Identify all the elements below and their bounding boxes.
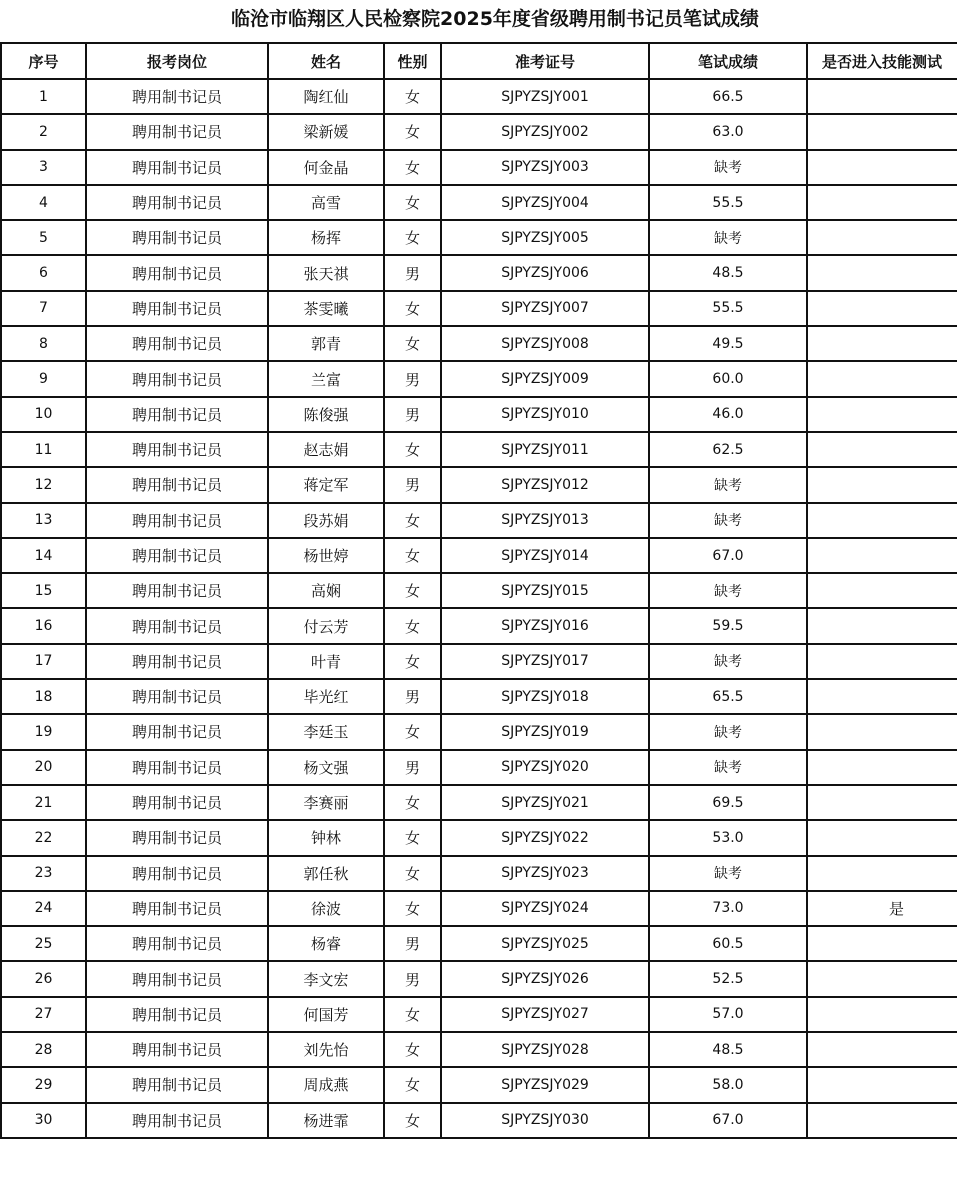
row-score: 67.0	[649, 1103, 807, 1138]
row-skill-test	[807, 150, 957, 185]
row-score: 60.0	[649, 361, 807, 396]
row-name: 兰富	[268, 361, 384, 396]
row-index: 15	[1, 573, 86, 608]
row-position: 聘用制书记员	[86, 467, 268, 502]
table-row	[1, 608, 957, 643]
table-row	[1, 538, 957, 573]
row-ticket-number: SJPYZSJY002	[441, 114, 649, 149]
table-row	[1, 467, 957, 502]
table-row	[1, 644, 957, 679]
row-index: 10	[1, 397, 86, 432]
row-ticket-number: SJPYZSJY004	[441, 185, 649, 220]
row-skill-test	[807, 926, 957, 961]
table-row	[1, 714, 957, 749]
table-row	[1, 432, 957, 467]
row-gender: 女	[384, 79, 441, 114]
row-gender: 男	[384, 255, 441, 290]
row-name: 李文宏	[268, 961, 384, 996]
row-name: 赵志娟	[268, 432, 384, 467]
row-index: 25	[1, 926, 86, 961]
header-ticket-number: 准考证号	[441, 43, 649, 79]
row-score: 67.0	[649, 538, 807, 573]
row-index: 20	[1, 750, 86, 785]
row-skill-test	[807, 79, 957, 114]
row-ticket-number: SJPYZSJY025	[441, 926, 649, 961]
row-score: 66.5	[649, 79, 807, 114]
row-name: 段苏娟	[268, 503, 384, 538]
row-score: 48.5	[649, 1032, 807, 1067]
row-gender: 女	[384, 1032, 441, 1067]
row-score: 62.5	[649, 432, 807, 467]
row-name: 杨挥	[268, 220, 384, 255]
row-score: 60.5	[649, 926, 807, 961]
row-index: 18	[1, 679, 86, 714]
row-skill-test	[807, 820, 957, 855]
scores-table	[0, 42, 957, 1139]
row-gender: 女	[384, 785, 441, 820]
table-row	[1, 573, 957, 608]
row-skill-test	[807, 608, 957, 643]
row-ticket-number: SJPYZSJY007	[441, 291, 649, 326]
table-row	[1, 820, 957, 855]
row-skill-test	[807, 785, 957, 820]
table-row	[1, 326, 957, 361]
row-gender: 女	[384, 114, 441, 149]
row-score: 52.5	[649, 961, 807, 996]
row-ticket-number: SJPYZSJY015	[441, 573, 649, 608]
row-position: 聘用制书记员	[86, 714, 268, 749]
row-ticket-number: SJPYZSJY003	[441, 150, 649, 185]
row-name: 张天祺	[268, 255, 384, 290]
row-score: 59.5	[649, 608, 807, 643]
row-index: 1	[1, 79, 86, 114]
row-score: 53.0	[649, 820, 807, 855]
row-ticket-number: SJPYZSJY011	[441, 432, 649, 467]
row-index: 9	[1, 361, 86, 396]
row-name: 杨世婷	[268, 538, 384, 573]
header-position: 报考岗位	[86, 43, 268, 79]
row-skill-test	[807, 1067, 957, 1102]
row-score: 缺考	[649, 644, 807, 679]
row-name: 陈俊强	[268, 397, 384, 432]
table-row	[1, 397, 957, 432]
row-index: 2	[1, 114, 86, 149]
row-position: 聘用制书记员	[86, 538, 268, 573]
row-gender: 男	[384, 926, 441, 961]
row-gender: 女	[384, 1103, 441, 1138]
row-ticket-number: SJPYZSJY014	[441, 538, 649, 573]
row-skill-test	[807, 538, 957, 573]
row-index: 27	[1, 997, 86, 1032]
table-row	[1, 891, 957, 926]
row-skill-test	[807, 432, 957, 467]
row-gender: 男	[384, 679, 441, 714]
row-index: 23	[1, 856, 86, 891]
row-ticket-number: SJPYZSJY028	[441, 1032, 649, 1067]
row-ticket-number: SJPYZSJY005	[441, 220, 649, 255]
row-name: 高雪	[268, 185, 384, 220]
row-index: 30	[1, 1103, 86, 1138]
row-ticket-number: SJPYZSJY019	[441, 714, 649, 749]
row-index: 3	[1, 150, 86, 185]
row-score: 57.0	[649, 997, 807, 1032]
row-position: 聘用制书记员	[86, 1067, 268, 1102]
row-score: 缺考	[649, 220, 807, 255]
row-position: 聘用制书记员	[86, 961, 268, 996]
row-ticket-number: SJPYZSJY010	[441, 397, 649, 432]
table-row	[1, 785, 957, 820]
row-index: 24	[1, 891, 86, 926]
row-ticket-number: SJPYZSJY017	[441, 644, 649, 679]
row-index: 17	[1, 644, 86, 679]
row-position: 聘用制书记员	[86, 1032, 268, 1067]
row-ticket-number: SJPYZSJY023	[441, 856, 649, 891]
row-ticket-number: SJPYZSJY012	[441, 467, 649, 502]
table-row	[1, 1032, 957, 1067]
row-name: 周成燕	[268, 1067, 384, 1102]
row-position: 聘用制书记员	[86, 644, 268, 679]
row-position: 聘用制书记员	[86, 255, 268, 290]
table-row	[1, 997, 957, 1032]
row-gender: 女	[384, 220, 441, 255]
row-index: 7	[1, 291, 86, 326]
row-score: 缺考	[649, 150, 807, 185]
row-score: 46.0	[649, 397, 807, 432]
row-ticket-number: SJPYZSJY008	[441, 326, 649, 361]
row-score: 55.5	[649, 185, 807, 220]
header-gender: 性别	[384, 43, 441, 79]
header-score: 笔试成绩	[649, 43, 807, 79]
row-position: 聘用制书记员	[86, 750, 268, 785]
table-row	[1, 255, 957, 290]
table-row	[1, 361, 957, 396]
row-position: 聘用制书记员	[86, 820, 268, 855]
row-gender: 男	[384, 750, 441, 785]
row-index: 4	[1, 185, 86, 220]
row-gender: 女	[384, 503, 441, 538]
row-score: 缺考	[649, 573, 807, 608]
table-row	[1, 679, 957, 714]
row-skill-test	[807, 856, 957, 891]
row-position: 聘用制书记员	[86, 997, 268, 1032]
row-name: 何金晶	[268, 150, 384, 185]
table-row	[1, 220, 957, 255]
table-row	[1, 961, 957, 996]
header-row	[1, 43, 957, 79]
table-row	[1, 185, 957, 220]
row-skill-test	[807, 503, 957, 538]
row-index: 13	[1, 503, 86, 538]
row-skill-test	[807, 326, 957, 361]
row-index: 8	[1, 326, 86, 361]
row-name: 杨进霏	[268, 1103, 384, 1138]
row-name: 蒋定军	[268, 467, 384, 502]
row-position: 聘用制书记员	[86, 326, 268, 361]
row-position: 聘用制书记员	[86, 185, 268, 220]
row-gender: 女	[384, 573, 441, 608]
row-index: 12	[1, 467, 86, 502]
header-index: 序号	[1, 43, 86, 79]
row-index: 6	[1, 255, 86, 290]
row-name: 毕光红	[268, 679, 384, 714]
row-position: 聘用制书记员	[86, 291, 268, 326]
row-gender: 女	[384, 185, 441, 220]
row-gender: 女	[384, 432, 441, 467]
row-index: 14	[1, 538, 86, 573]
row-score: 48.5	[649, 255, 807, 290]
row-skill-test	[807, 573, 957, 608]
row-ticket-number: SJPYZSJY001	[441, 79, 649, 114]
row-name: 叶青	[268, 644, 384, 679]
header-name: 姓名	[268, 43, 384, 79]
row-name: 高娴	[268, 573, 384, 608]
row-position: 聘用制书记员	[86, 679, 268, 714]
row-gender: 男	[384, 397, 441, 432]
table-row	[1, 114, 957, 149]
row-position: 聘用制书记员	[86, 856, 268, 891]
row-gender: 女	[384, 538, 441, 573]
row-name: 付云芳	[268, 608, 384, 643]
row-name: 茶雯曦	[268, 291, 384, 326]
row-index: 11	[1, 432, 86, 467]
row-gender: 女	[384, 326, 441, 361]
row-ticket-number: SJPYZSJY009	[441, 361, 649, 396]
row-gender: 女	[384, 997, 441, 1032]
row-index: 16	[1, 608, 86, 643]
row-skill-test	[807, 679, 957, 714]
row-skill-test	[807, 114, 957, 149]
row-gender: 女	[384, 891, 441, 926]
row-score: 缺考	[649, 714, 807, 749]
row-skill-test	[807, 997, 957, 1032]
row-position: 聘用制书记员	[86, 150, 268, 185]
row-skill-test	[807, 961, 957, 996]
document-title: 临沧市临翔区人民检察院2025年度省级聘用制书记员笔试成绩	[231, 8, 759, 30]
row-ticket-number: SJPYZSJY030	[441, 1103, 649, 1138]
row-score: 缺考	[649, 750, 807, 785]
row-score: 55.5	[649, 291, 807, 326]
row-ticket-number: SJPYZSJY018	[441, 679, 649, 714]
row-index: 21	[1, 785, 86, 820]
row-gender: 男	[384, 361, 441, 396]
header-skill-test: 是否进入技能测试	[807, 43, 957, 79]
row-position: 聘用制书记员	[86, 220, 268, 255]
row-gender: 女	[384, 150, 441, 185]
row-position: 聘用制书记员	[86, 1103, 268, 1138]
row-index: 29	[1, 1067, 86, 1102]
row-skill-test	[807, 714, 957, 749]
row-score: 缺考	[649, 503, 807, 538]
row-name: 梁新媛	[268, 114, 384, 149]
row-position: 聘用制书记员	[86, 361, 268, 396]
row-position: 聘用制书记员	[86, 503, 268, 538]
row-score: 63.0	[649, 114, 807, 149]
row-score: 65.5	[649, 679, 807, 714]
row-index: 22	[1, 820, 86, 855]
row-position: 聘用制书记员	[86, 432, 268, 467]
row-name: 何国芳	[268, 997, 384, 1032]
row-ticket-number: SJPYZSJY006	[441, 255, 649, 290]
table-row	[1, 291, 957, 326]
row-gender: 女	[384, 1067, 441, 1102]
row-score: 缺考	[649, 467, 807, 502]
row-index: 28	[1, 1032, 86, 1067]
row-name: 郭青	[268, 326, 384, 361]
row-index: 26	[1, 961, 86, 996]
table-row	[1, 926, 957, 961]
row-score: 58.0	[649, 1067, 807, 1102]
row-skill-test	[807, 220, 957, 255]
row-ticket-number: SJPYZSJY013	[441, 503, 649, 538]
row-gender: 女	[384, 608, 441, 643]
table-row	[1, 750, 957, 785]
row-gender: 女	[384, 291, 441, 326]
row-name: 郭任秋	[268, 856, 384, 891]
row-score: 49.5	[649, 326, 807, 361]
row-score: 缺考	[649, 856, 807, 891]
row-skill-test: 是	[807, 891, 957, 926]
row-score: 69.5	[649, 785, 807, 820]
row-gender: 男	[384, 467, 441, 502]
row-gender: 男	[384, 961, 441, 996]
row-skill-test	[807, 1032, 957, 1067]
row-gender: 女	[384, 820, 441, 855]
row-name: 李赛丽	[268, 785, 384, 820]
row-skill-test	[807, 185, 957, 220]
row-gender: 女	[384, 714, 441, 749]
row-name: 杨文强	[268, 750, 384, 785]
row-ticket-number: SJPYZSJY027	[441, 997, 649, 1032]
row-ticket-number: SJPYZSJY024	[441, 891, 649, 926]
row-skill-test	[807, 291, 957, 326]
table-row	[1, 1103, 957, 1138]
row-name: 刘先怡	[268, 1032, 384, 1067]
row-name: 钟林	[268, 820, 384, 855]
row-position: 聘用制书记员	[86, 79, 268, 114]
row-skill-test	[807, 361, 957, 396]
row-name: 杨睿	[268, 926, 384, 961]
row-position: 聘用制书记员	[86, 573, 268, 608]
table-row	[1, 856, 957, 891]
row-skill-test	[807, 750, 957, 785]
row-skill-test	[807, 397, 957, 432]
table-row	[1, 1067, 957, 1102]
table-row	[1, 503, 957, 538]
row-ticket-number: SJPYZSJY021	[441, 785, 649, 820]
row-score: 73.0	[649, 891, 807, 926]
row-position: 聘用制书记员	[86, 926, 268, 961]
row-position: 聘用制书记员	[86, 891, 268, 926]
row-skill-test	[807, 644, 957, 679]
row-index: 5	[1, 220, 86, 255]
row-gender: 女	[384, 856, 441, 891]
row-name: 陶红仙	[268, 79, 384, 114]
row-ticket-number: SJPYZSJY020	[441, 750, 649, 785]
table-row	[1, 79, 957, 114]
row-ticket-number: SJPYZSJY026	[441, 961, 649, 996]
row-ticket-number: SJPYZSJY016	[441, 608, 649, 643]
row-position: 聘用制书记员	[86, 608, 268, 643]
row-ticket-number: SJPYZSJY022	[441, 820, 649, 855]
row-skill-test	[807, 255, 957, 290]
row-index: 19	[1, 714, 86, 749]
row-gender: 女	[384, 644, 441, 679]
row-name: 徐波	[268, 891, 384, 926]
row-skill-test	[807, 1103, 957, 1138]
row-name: 李廷玉	[268, 714, 384, 749]
row-position: 聘用制书记员	[86, 397, 268, 432]
row-position: 聘用制书记员	[86, 785, 268, 820]
row-skill-test	[807, 467, 957, 502]
row-position: 聘用制书记员	[86, 114, 268, 149]
table-row	[1, 150, 957, 185]
row-ticket-number: SJPYZSJY029	[441, 1067, 649, 1102]
